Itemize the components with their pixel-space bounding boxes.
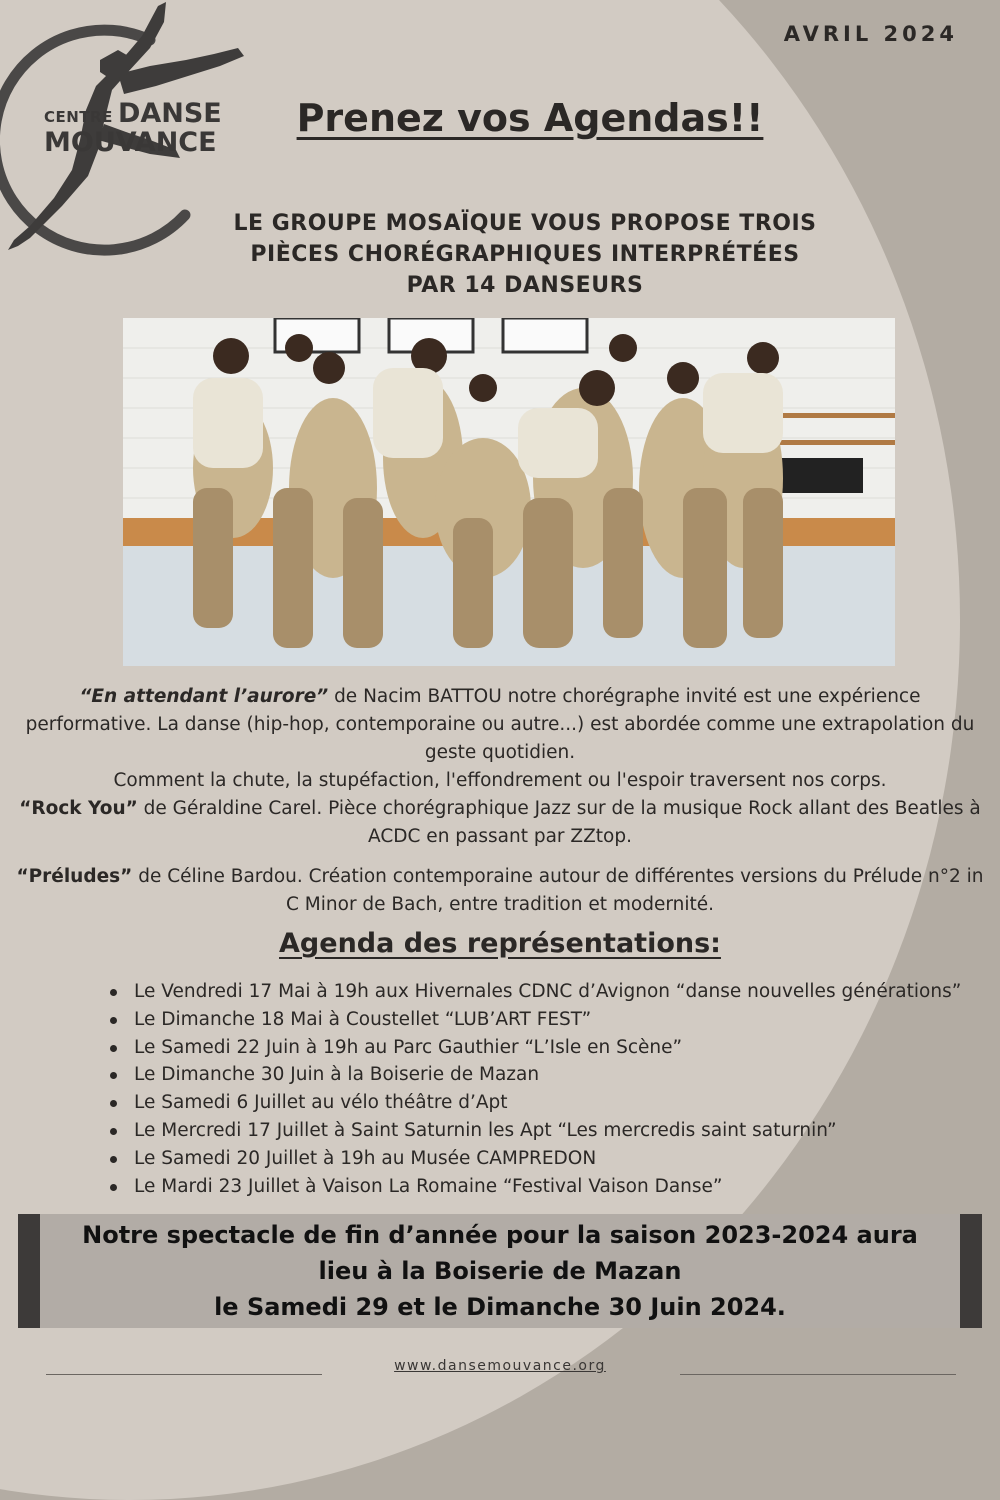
agenda-item: Le Samedi 20 Juillet à 19h au Musée CAMPREDON xyxy=(108,1145,988,1173)
dancers-photo xyxy=(123,318,895,666)
piece3-paragraph xyxy=(16,863,984,919)
description xyxy=(16,683,984,919)
banner-line: lieu à la Boiserie de Mazan xyxy=(318,1257,682,1285)
subtitle xyxy=(200,208,850,301)
dancers-image xyxy=(123,318,895,666)
logo-mouvance: MOUVANCE xyxy=(44,127,217,158)
issue-date: AVRIL 2024 xyxy=(783,22,958,46)
agenda-item: Le Mardi 23 Juillet à Vaison La Romaine “Festival Vaison Danse” xyxy=(108,1173,988,1201)
piece3-title: “Préludes” xyxy=(16,866,133,887)
banner-line: Notre spectacle de fin d’année pour la saison 2023-2024 aura xyxy=(82,1221,918,1249)
agenda-item: Le Dimanche 18 Mai à Coustellet “LUB’ART FEST” xyxy=(108,1006,988,1034)
agenda-item: Le Dimanche 30 Juin à la Boiserie de Mazan xyxy=(108,1061,988,1089)
footer-rule-right xyxy=(680,1374,956,1375)
piece3-text: de Céline Bardou. Création contemporaine autour de différentes versions du Prélude n°2 in C Minor de Bach, entre tradition et modernité. xyxy=(132,866,984,915)
piece2-paragraph xyxy=(16,795,984,851)
agenda-item: Le Samedi 22 Juin à 19h au Parc Gauthier “L’Isle en Scène” xyxy=(108,1034,988,1062)
page-title: Prenez vos Agendas!! xyxy=(296,96,764,140)
banner-inner xyxy=(40,1214,960,1328)
agenda-item: Le Samedi 6 Juillet au vélo théâtre d’Apt xyxy=(108,1089,988,1117)
footer-rule-left xyxy=(46,1374,322,1375)
website-link[interactable]: www.dansemouvance.org xyxy=(394,1358,606,1374)
piece2-text: de Géraldine Carel. Pièce chorégraphique Jazz sur de la musique Rock allant des Beatles à ACDC en passant par ZZtop. xyxy=(137,798,981,847)
agenda-item: Le Vendredi 17 Mai à 19h aux Hivernales CDNC d’Avignon “danse nouvelles générations” xyxy=(108,978,988,1006)
piece2-title: “Rock You” xyxy=(19,798,138,819)
end-of-year-banner xyxy=(18,1214,982,1328)
piece1-title: “En attendant l’aurore” xyxy=(79,686,329,707)
logo-danse: DANSE xyxy=(117,98,222,129)
subtitle-line: PIÈCES CHORÉGRAPHIQUES INTERPRÉTÉES xyxy=(250,242,800,267)
banner-line: le Samedi 29 et le Dimanche 30 Juin 2024. xyxy=(214,1293,786,1321)
agenda-list xyxy=(108,978,988,1200)
piece1-text: de Nacim BATTOU notre chorégraphe invité est une expérience performative. La danse (hip-hop, contemporaine ou autre...) est abordée comme une extrapolation du geste quotidien. xyxy=(25,686,975,763)
logo-centre: CENTRE xyxy=(44,108,113,126)
piece1-text2: Comment la chute, la stupéfaction, l'effondrement ou l'espoir traversent nos corps. xyxy=(113,770,887,791)
agenda-item: Le Mercredi 17 Juillet à Saint Saturnin les Apt “Les mercredis saint saturnin” xyxy=(108,1117,988,1145)
subtitle-line: PAR 14 DANSEURS xyxy=(406,273,644,298)
piece1-paragraph xyxy=(16,683,984,767)
subtitle-line: LE GROUPE MOSAÏQUE VOUS PROPOSE TROIS xyxy=(233,211,817,236)
agenda-title: Agenda des représentations: xyxy=(279,928,721,959)
